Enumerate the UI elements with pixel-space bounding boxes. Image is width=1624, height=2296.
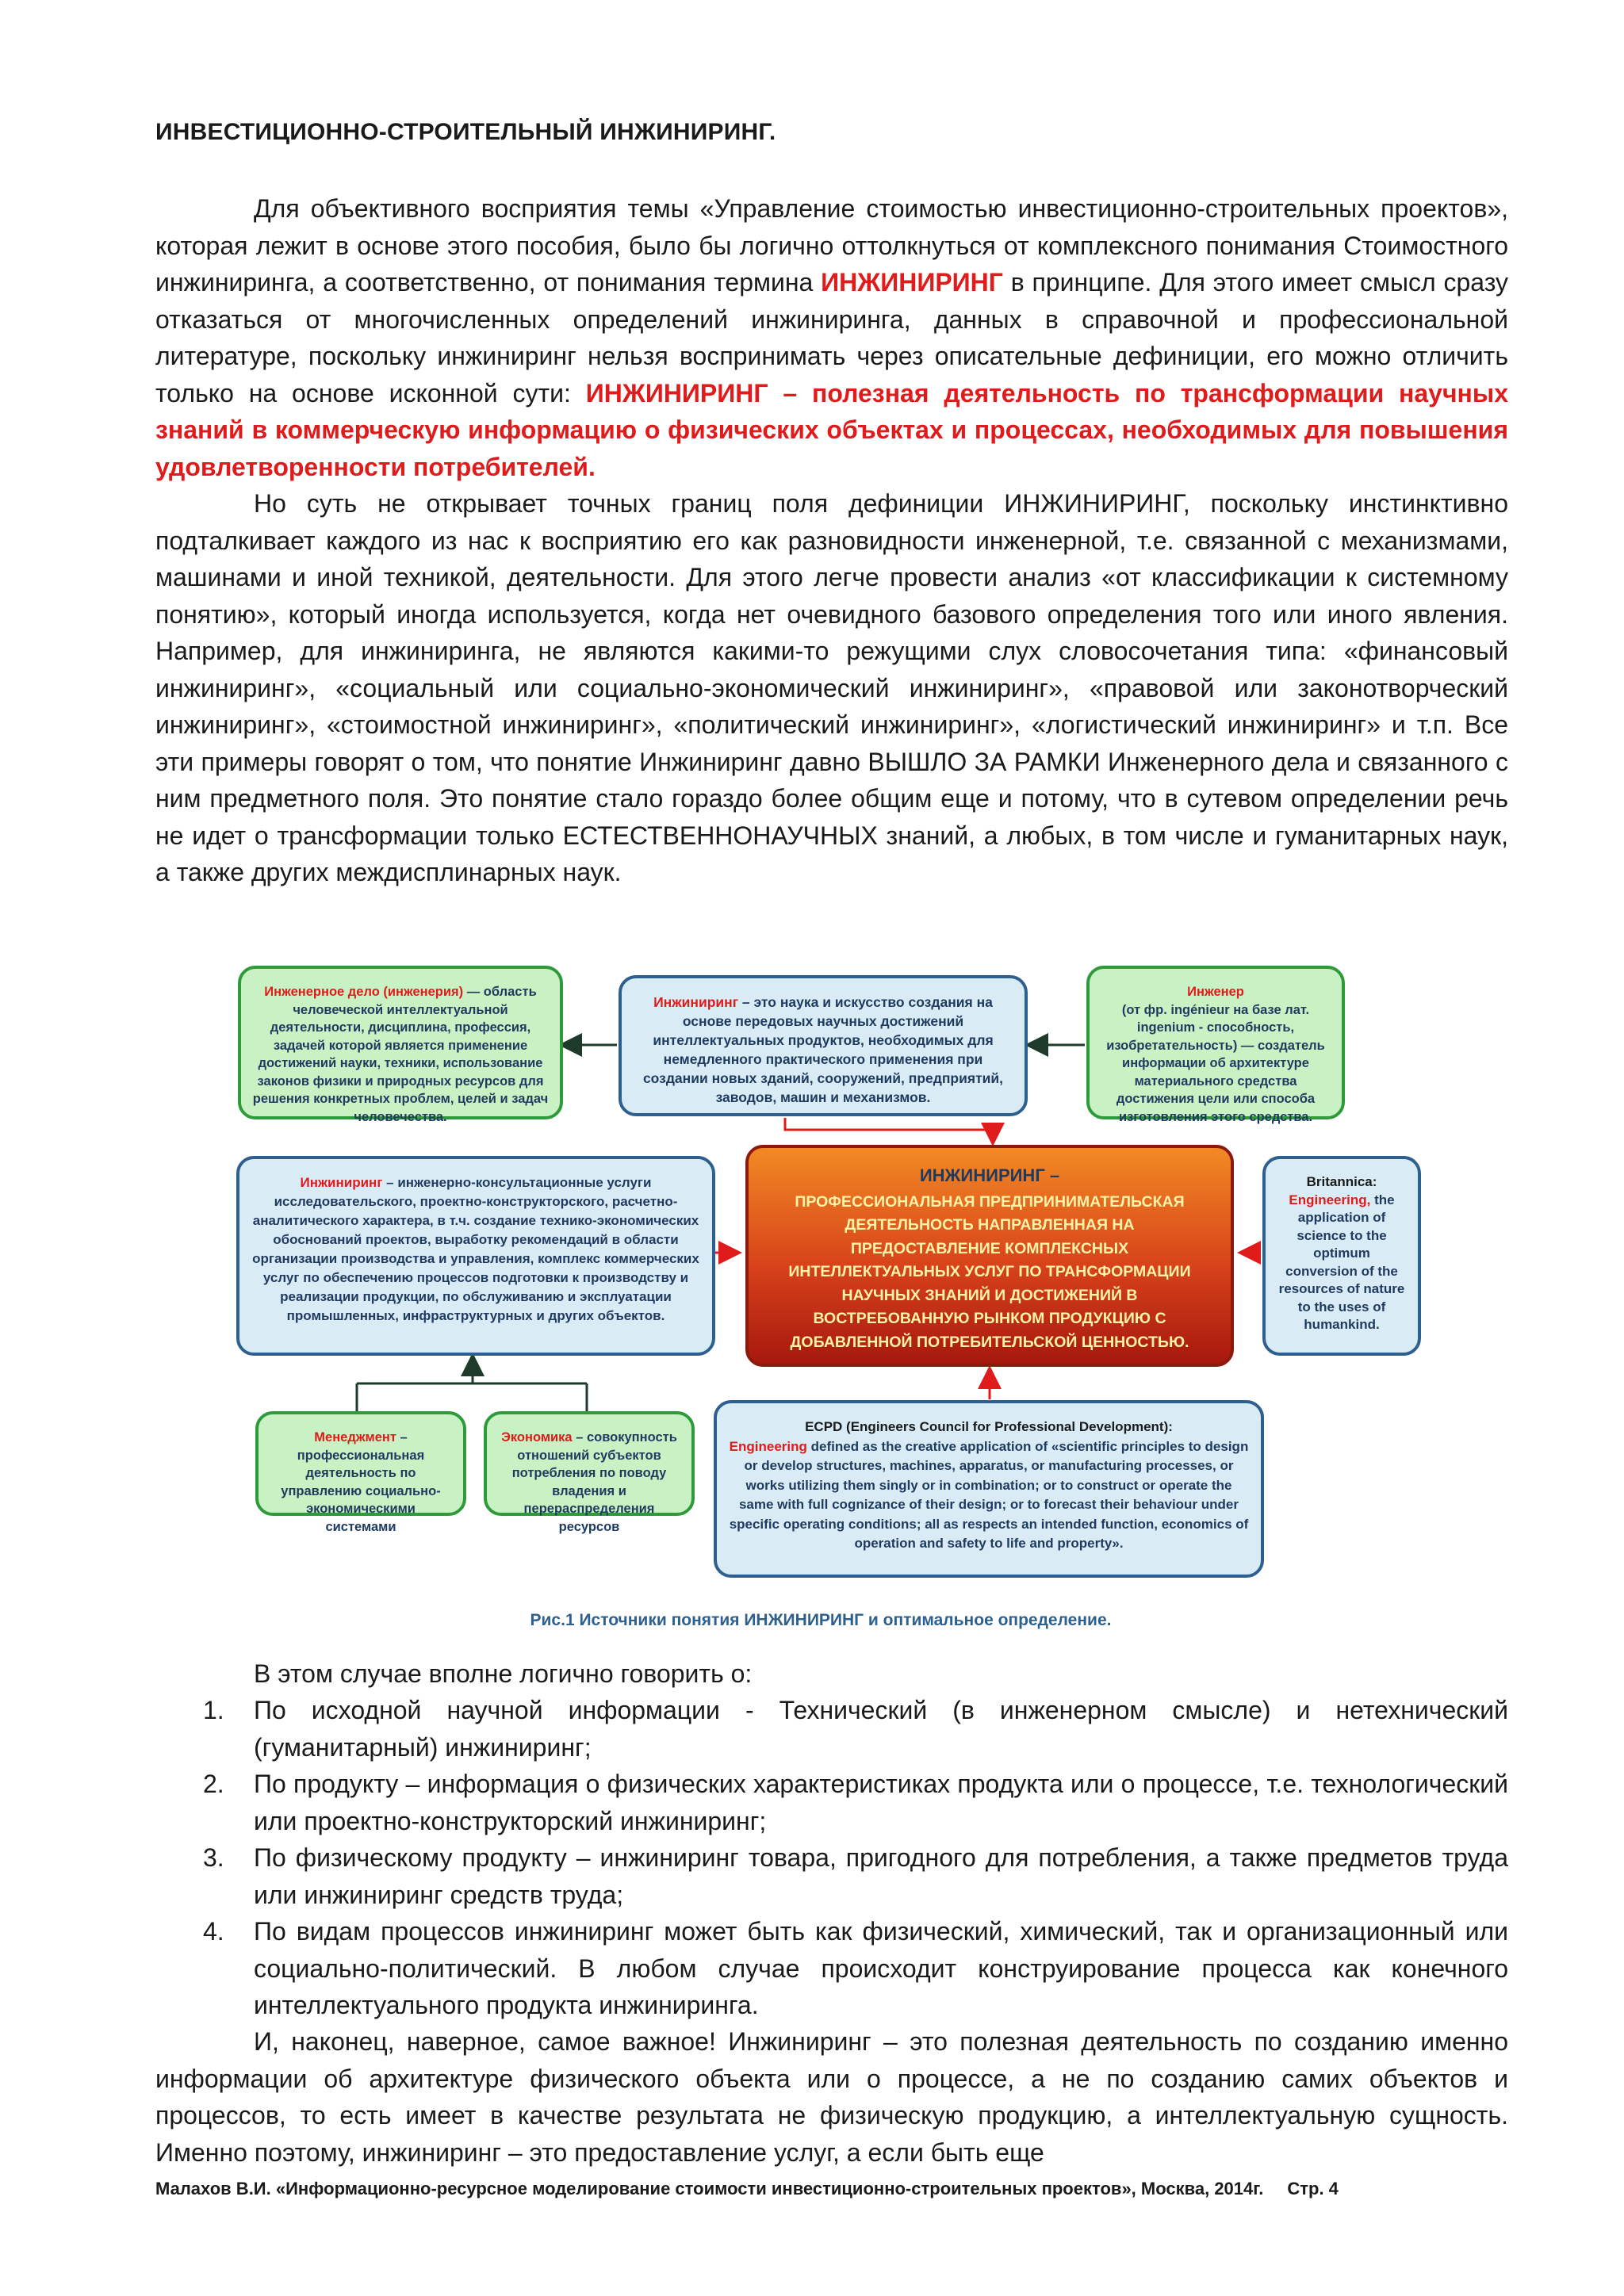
mgmt-key: Менеджмент bbox=[314, 1430, 396, 1445]
box-britannica bbox=[1262, 1156, 1421, 1356]
classification-list bbox=[155, 1692, 1508, 2024]
list-intro bbox=[155, 1655, 1508, 1693]
para1-text-a: Для объективного восприятия темы «Управление стоимостью инвестиционно-строительных проектов», которая лежит в основе этого пособия, было бы логично оттолкнуться от комплексного понимания Стоимостного инжиниринга, а соответственно, от понимания термина bbox=[155, 194, 1508, 297]
box3-key: Инженер bbox=[1187, 985, 1244, 999]
econ-key: Экономика bbox=[501, 1430, 573, 1445]
box4-text: – инженерно-консультационные услуги исследовательского, проектно-конструкторского, расчетно-аналитического характера, в т.ч. создание технико-экономических обоснований проектов, выработку рекомендаций в области организации производства и управления, комплекс коммерческих услуг по обеспечению процессов подготовки к производству и реализации продукции, по обслуживанию и эксплуатации промышленных, инфраструктурных и других объектов. bbox=[252, 1175, 699, 1323]
list-item-text: По продукту – информация о физических характеристиках продукта или о процессе, т.е. технологический или проектно-конструкторский инжиниринг; bbox=[254, 1770, 1508, 1835]
box3-text: (от фр. ingénieur на базе лат. ingenium - способность, изобретательность) — создатель информации об архитектуре материального средства достижения цели или способа изготовления этого средства. bbox=[1106, 1002, 1325, 1124]
box-engineer bbox=[1086, 966, 1345, 1124]
footer-citation: Малахов В.И. «Информационно-ресурсное моделирование стоимости инвестиционно-строительных проектов», Москва, 2014г. bbox=[155, 2179, 1264, 2198]
arrow-box2-center bbox=[785, 1118, 993, 1142]
box1-text: — область человеческой интеллектуальной деятельности, дисциплина, профессия, задачей которой является применение достижений науки, техники, использование законов физики и природных ресурсов для решения конкретных проблем, целей и задач человечества. bbox=[252, 985, 549, 1124]
list-item-number: 4. bbox=[203, 1917, 224, 1946]
ecpd-head: ECPD (Engineers Council for Professional Development): bbox=[805, 1419, 1173, 1434]
box2-text: – это наука и искусство создания на основе передовых научных достижений интеллектуальных продуктов, необходимых для немедленного практического применения при создании новых зданий, сооружений, предприятий, заводов, машин и механизмов. bbox=[642, 994, 1004, 1105]
para1-definition: ИНЖИНИРИНГ – полезная деятельность по трансформации научных знаний в коммерческую информацию о физических объектах и процессах, необходимых для повышения удовлетворенности потребителей. bbox=[155, 378, 1509, 481]
mgmt-text: – профессиональная деятельность по управлению социально-экономическими системами bbox=[281, 1430, 441, 1534]
list-item-text: По физическому продукту – инжиниринг товара, пригодного для потребления, а также предметов труда или инжиниринг средств труда; bbox=[254, 1843, 1508, 1909]
paragraph-intro bbox=[155, 190, 1508, 891]
paragraph-conclusion-text: И, наконец, наверное, самое важное! Инжиниринг – это полезная деятельность по созданию именно информации об архитектуре физического объекта или о процессе, а не по созданию самих объектов и процессов, то есть имеет в качестве результата не физическую продукцию, а интеллектуальную сущность. Именно поэтому, инжиниринг – это предоставление услуг, а если быть еще bbox=[155, 2027, 1508, 2167]
econ-text: – совокупность отношений субъектов потребления по поводу владения и перераспределения ресурсов bbox=[511, 1430, 677, 1534]
britannica-head: Britannica: bbox=[1306, 1174, 1377, 1189]
box-engineering-services bbox=[236, 1156, 715, 1356]
ecpd-text: defined as the creative application of «scientific principles to design or develop structures, machines, apparatus, or manufacturing processes, or works utilizing them singly or in combination; or to construct or operate the same with full cognizance of their design; or to forecast their behaviour under specific operating conditions; all as respects an intended function, economics of operation and safety to life and property». bbox=[729, 1438, 1249, 1551]
list-intro-text: В этом случае вполне логично говорить о: bbox=[254, 1659, 753, 1688]
list-item-text: По видам процессов инжиниринг может быть как физический, химический, так и организационный или социально-политический. В любом случае происходит конструирование процесса как конечного интеллектуального продукта инжиниринга. bbox=[254, 1917, 1508, 2019]
list-item bbox=[155, 1766, 1508, 1839]
paragraph-classification: Но суть не открывает точных границ поля дефиниции ИНЖИНИРИНГ, поскольку инстинктивно подталкивает каждого из нас к восприятию его как разновидности инженерной, т.е. связанной с механизмами, машинами и иной техникой, деятельности. Для этого легче провести анализ «от классификации к системному понятию», который иногда используется, когда нет очевидного базового определения того или иного явления. Например, для инжиниринга, не являются какими-то режущими слух словосочетания типа: «финансовый инжиниринг», «социальный или социально-экономический инжиниринг», «правовой или законотворческий инжиниринг», «стоимостной инжиниринг», «политический инжиниринг», «логистический инжиниринг» и т.п. Все эти примеры говорят о том, что понятие Инжиниринг давно ВЫШЛО ЗА РАМКИ Инженерного дела и связанного с ним предметного поля. Это понятие стало гораздо более общим еще и потому, что в сутевом определении речь не идет о трансформации только ЕСТЕСТВЕННОНАУЧНЫХ знаний, а любых, в том числе и гуманитарных наук, а также других междисплинарных наук. bbox=[155, 489, 1508, 886]
box-management bbox=[255, 1411, 466, 1534]
list-item-text: По исходной научной информации - Технический (в инженерном смысле) и нетехнический (гуманитарный) инжиниринг; bbox=[254, 1696, 1508, 1762]
para1-keyword: ИНЖИНИРИНГ bbox=[821, 268, 1003, 297]
list-item bbox=[155, 1692, 1508, 1766]
page-title: ИНВЕСТИЦИОННО-СТРОИТЕЛЬНЫЙ ИНЖИНИРИНГ. bbox=[155, 119, 776, 145]
britannica-key: Engineering, bbox=[1289, 1192, 1371, 1207]
box-engineering-science bbox=[619, 975, 1028, 1116]
box-economics bbox=[484, 1411, 695, 1534]
center-head: ИНЖИНИРИНГ – bbox=[919, 1165, 1060, 1185]
box4-key: Инжиниринг bbox=[300, 1175, 383, 1190]
figure-engineering-sources bbox=[230, 951, 1411, 1649]
center-text: ПРОФЕССИОНАЛЬНАЯ ПРЕДПРИНИМАТЕЛЬСКАЯ ДЕЯТЕЛЬНОСТЬ НАПРАВЛЕННАЯ НА ПРЕДОСТАВЛЕНИЕ КОМПЛЕКСНЫХ ИНТЕЛЛЕКТУАЛЬНЫХ УСЛУГ ПО ТРАНСФОРМАЦИИ НАУЧНЫХ ЗНАНИЙ И ДОСТИЖЕНИЙ В ВОСТРЕБОВАННУЮ РЫНКОМ ПРОДУКЦИЮ С ДОБАВЛЕННОЙ ПОТРЕБИТЕЛЬСКОЙ ЦЕННОСТЬЮ. bbox=[788, 1192, 1191, 1351]
list-item-number: 2. bbox=[203, 1770, 224, 1798]
list-item-number: 1. bbox=[203, 1696, 224, 1724]
box1-key: Инженерное дело (инженерия) bbox=[264, 985, 464, 999]
britannica-text: the application of science to the optimum conversion of the resources of nature to the uses of humankind. bbox=[1278, 1192, 1405, 1332]
list-item-number: 3. bbox=[203, 1843, 224, 1872]
box2-key: Инжиниринг bbox=[653, 994, 739, 1010]
box-optimal-definition bbox=[745, 1145, 1234, 1367]
box-ecpd bbox=[714, 1400, 1264, 1578]
list-item bbox=[155, 1839, 1508, 1913]
page-footer bbox=[155, 2179, 1339, 2199]
ecpd-key: Engineering bbox=[729, 1438, 807, 1454]
page-number: Стр. 4 bbox=[1287, 2179, 1339, 2198]
list-item bbox=[155, 1913, 1508, 2024]
para1-text-c: в принципе. Для этого имеет смысл сразу отказаться от многочисленных определений инжиниринга, данных в справочной и профессиональной литературе, поскольку инжиниринг нельзя воспринимать через описательные дефиниции, его можно отличить только на основе исконной сути: bbox=[155, 268, 1509, 408]
box-engineering-discipline bbox=[238, 966, 563, 1124]
figure-caption: Рис.1 Источники понятия ИНЖИНИРИНГ и оптимальное определение. bbox=[530, 1611, 1112, 1629]
paragraph-conclusion bbox=[155, 2023, 1508, 2171]
